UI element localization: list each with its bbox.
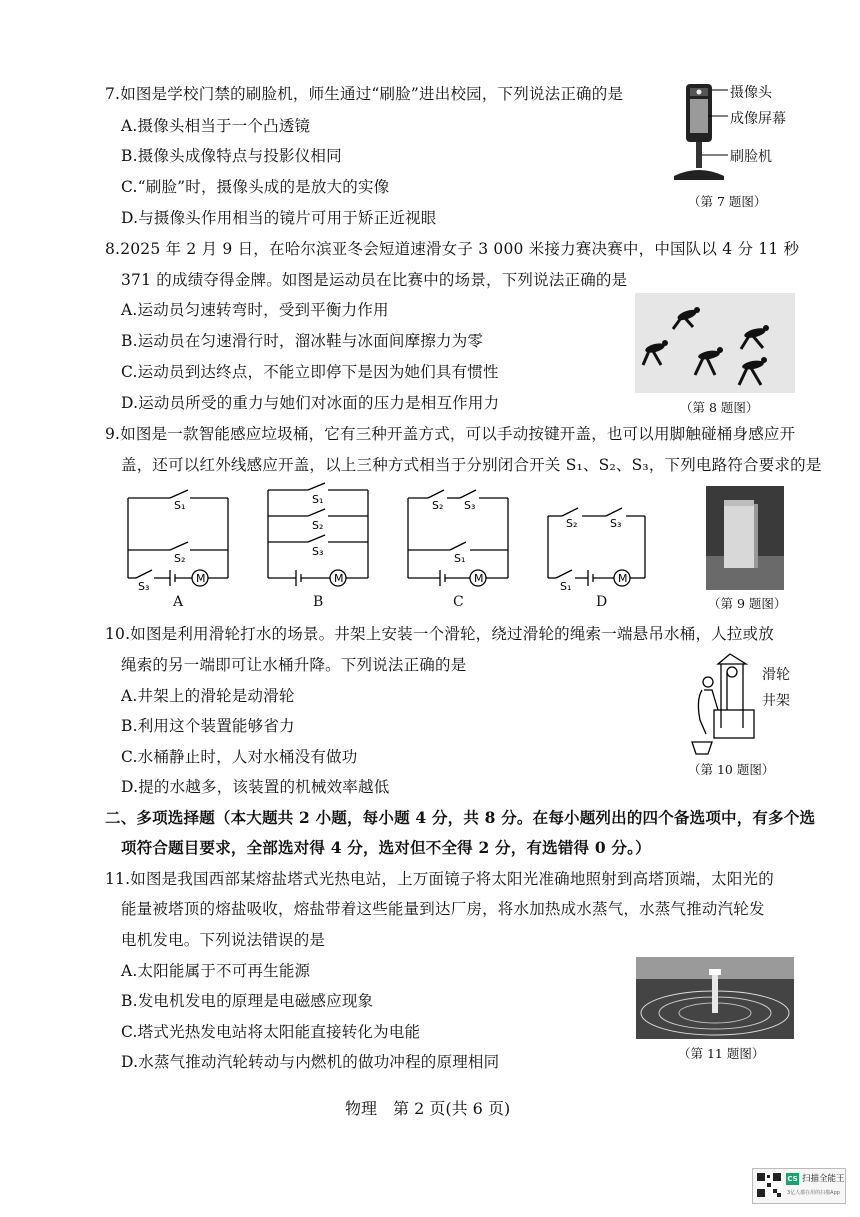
b-s3: S₃ — [312, 545, 324, 558]
section2-heading-line2: 项符合题目要求，全部选对得 4 分，选对但不全得 2 分，有选错得 0 分。） — [121, 838, 651, 857]
b-s2: S₂ — [312, 519, 324, 532]
watermark-brand: 扫描全能王 — [802, 1174, 845, 1184]
smart-trash-can-photo — [706, 486, 784, 590]
q8-caption: （第 8 题图） — [680, 400, 759, 415]
q7-option-c: C.“刷脸”时，摄像头成的是放大的实像 — [121, 178, 390, 196]
circuit-d — [548, 508, 645, 586]
q9-option-a-label: A — [173, 594, 184, 610]
q11-option-b: B.发电机发电的原理是电磁感应现象 — [121, 992, 374, 1010]
q11-option-c: C.塔式光热发电站将太阳能直接转化为电能 — [121, 1023, 421, 1041]
page-footer: 物理 第 2 页(共 6 页) — [345, 1099, 511, 1118]
q9-caption: （第 9 题图） — [708, 596, 787, 611]
q10-option-b: B.利用这个装置能够省力 — [121, 717, 295, 735]
d-s3: S₃ — [610, 517, 622, 530]
q11-stem-line1: 11.如图是我国西部某熔盐塔式光热电站，上万面镜子将太阳光准确地照射到高塔顶端，太阳光的 — [105, 870, 774, 888]
q7-option-a: A.摄像头相当于一个凸透镜 — [121, 117, 311, 135]
q8-stem-line1: 8.2025 年 2 月 9 日，在哈尔滨亚冬会短道速滑女子 3 000 米接力赛决赛中，中国队以 4 分 11 秒 — [105, 240, 800, 258]
q11-stem-line2: 能量被塔顶的熔盐吸收，熔盐带着这些能量到达厂房，将水加热成水蒸气，水蒸气推动汽轮发 — [121, 900, 765, 918]
a-s2: S₂ — [174, 552, 186, 565]
q11-option-a: A.太阳能属于不可再生能源 — [121, 962, 311, 980]
a-s1: S₁ — [174, 499, 186, 512]
q9-stem-line1: 9.如图是一款智能感应垃圾桶，它有三种开盖方式，可以手动按键开盖，也可以用脚触碰桶身感应开 — [105, 425, 796, 443]
q8-option-c: C.运动员到达终点，不能立即停下是因为她们具有惯性 — [121, 363, 499, 381]
well-pulley-figure — [690, 650, 770, 760]
c-s3: S₃ — [464, 499, 476, 512]
q9-option-b-label: B — [313, 594, 324, 610]
q10-label-frame: 井架 — [762, 693, 790, 709]
a-m: M — [196, 572, 206, 585]
d-s1: S₁ — [560, 580, 572, 590]
q10-stem-line1: 10.如图是利用滑轮打水的场景。井架上安装一个滑轮，绕过滑轮的绳索一端悬吊水桶，人拉或放 — [105, 625, 774, 643]
q8-option-d: D.运动员所受的重力与她们对冰面的压力是相互作用力 — [121, 394, 500, 412]
q7-option-d: D.与摄像头作用相当的镜片可用于矫正近视眼 — [121, 209, 437, 227]
circuit-diagrams — [110, 480, 690, 590]
c-m: M — [474, 572, 484, 585]
q9-option-c-label: C — [453, 594, 464, 610]
cs-logo-icon: CS — [787, 1175, 798, 1183]
speed-skating-photo — [635, 293, 795, 393]
c-s2: S₂ — [432, 499, 444, 512]
q8-option-a: A.运动员匀速转弯时，受到平衡力作用 — [121, 301, 389, 319]
q9-option-d-label: D — [596, 594, 608, 610]
q11-option-d: D.水蒸气推动汽轮转动与内燃机的做功冲程的原理相同 — [121, 1053, 500, 1071]
b-m: M — [334, 572, 344, 585]
q7-label-screen: 成像屏幕 — [730, 111, 786, 127]
q10-option-d: D.提的水越多，该装置的机械效率越低 — [121, 778, 390, 796]
q7-label-machine: 刷脸机 — [730, 149, 772, 165]
solar-tower-photo — [636, 957, 794, 1039]
q7-caption: （第 7 题图） — [688, 194, 767, 209]
q9-stem-line2: 盖，还可以红外线感应开盖，以上三种方式相当于分别闭合开关 S₁、S₂、S₃，下列电路符合要求的是 — [121, 456, 822, 474]
a-s3: S₃ — [138, 580, 150, 590]
qr-code-icon — [756, 1172, 782, 1198]
circuit-c — [408, 490, 508, 586]
q11-stem-line3: 电机发电。下列说法错误的是 — [121, 931, 326, 949]
c-s1: S₁ — [454, 552, 466, 565]
d-s2: S₂ — [566, 517, 578, 530]
q10-label-pulley: 滑轮 — [762, 667, 790, 683]
b-s1: S₁ — [312, 493, 324, 506]
q10-option-c: C.水桶静止时，人对水桶没有做功 — [121, 748, 358, 766]
q10-stem-line2: 绳索的另一端即可让水桶升降。下列说法正确的是 — [121, 656, 467, 674]
q10-option-a: A.井架上的滑轮是动滑轮 — [121, 687, 295, 705]
q8-stem-line2: 371 的成绩夺得金牌。如图是运动员在比赛中的场景，下列说法正确的是 — [121, 271, 628, 289]
q7-label-camera: 摄像头 — [730, 85, 772, 101]
scanner-watermark — [752, 1168, 846, 1204]
watermark-sub: 3亿人都在用的扫描App — [787, 1190, 840, 1196]
section2-heading-line1: 二、多项选择题（本大题共 2 小题，每小题 4 分，共 8 分。在每小题列出的四个备选项中，有多个选 — [105, 808, 816, 827]
q11-caption: （第 11 题图） — [678, 1046, 765, 1061]
q7-stem: 7.如图是学校门禁的刷脸机，师生通过“刷脸”进出校园，下列说法正确的是 — [105, 85, 624, 103]
d-m: M — [618, 572, 628, 585]
q7-option-b: B.摄像头成像特点与投影仪相同 — [121, 147, 342, 165]
q8-option-b: B.运动员在匀速滑行时，溜冰鞋与冰面间摩擦力为零 — [121, 332, 484, 350]
q10-caption: （第 10 题图） — [688, 762, 775, 777]
